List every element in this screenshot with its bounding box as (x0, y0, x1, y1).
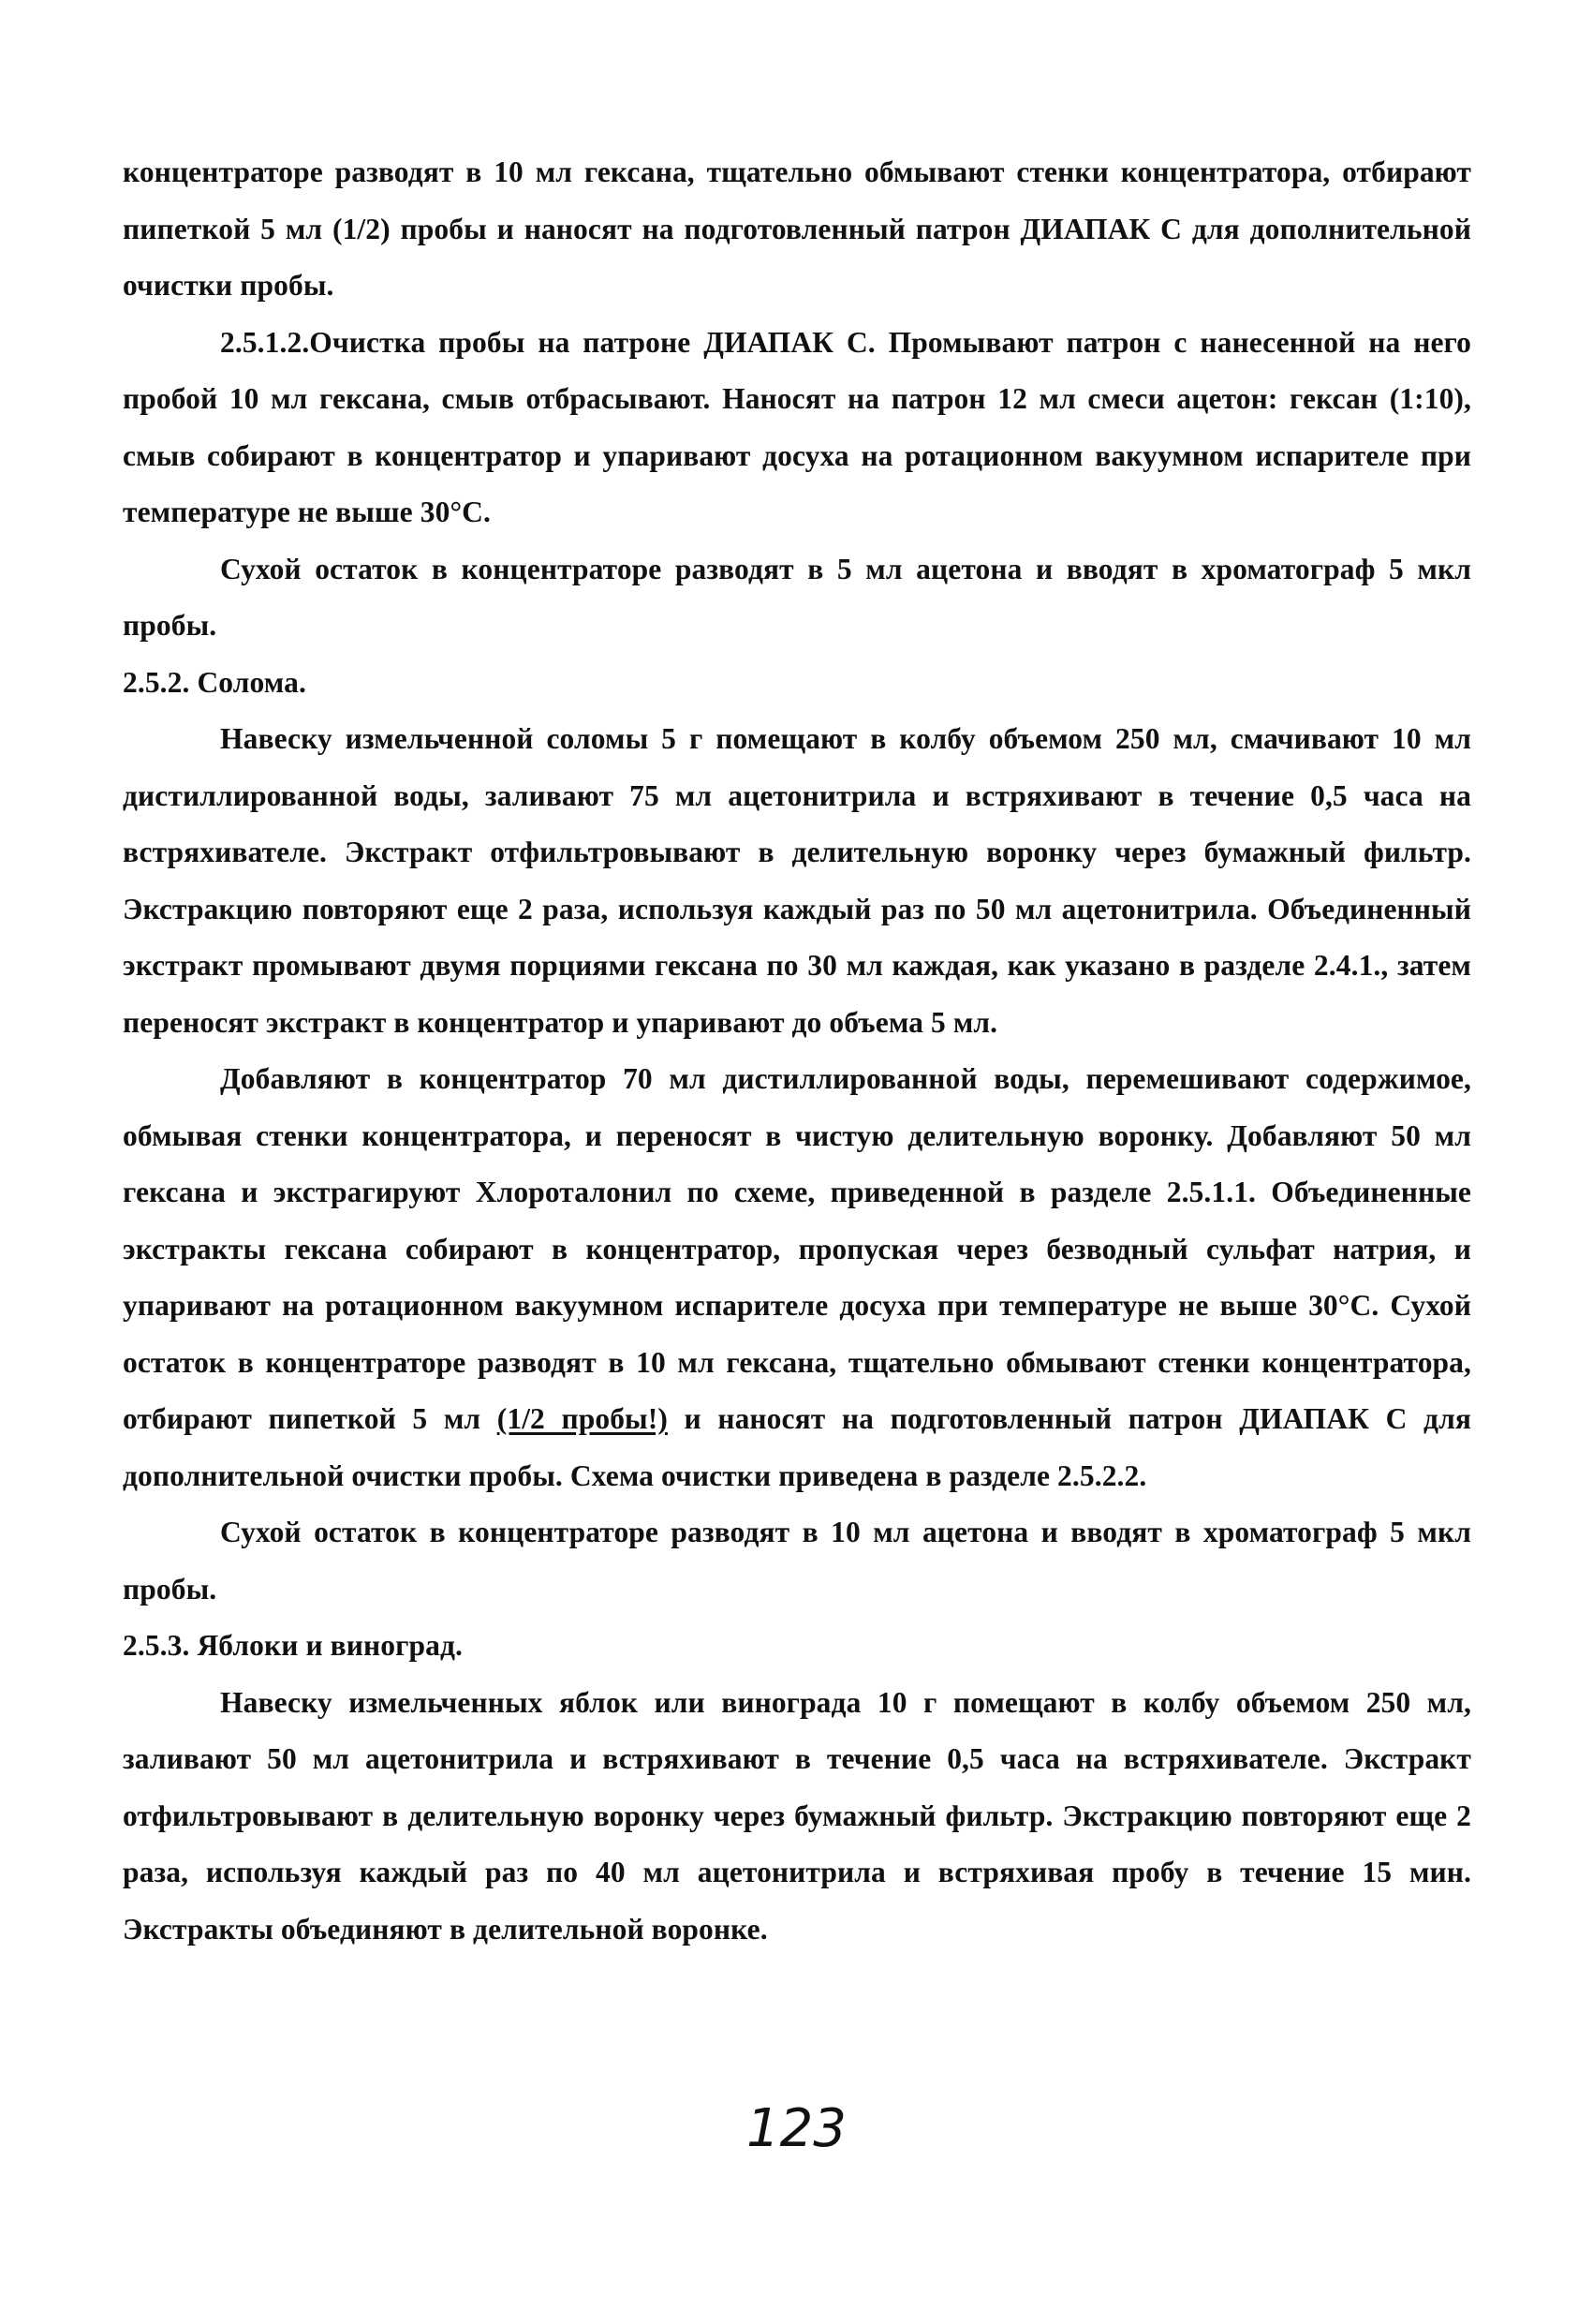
body-text (123, 144, 1471, 1958)
paragraph-dry-residue-chromatograph: Сухой остаток в концентраторе разводят в 10 мл ацетона и вводят в хроматограф 5 мкл пробы. (123, 1516, 1471, 1606)
section-heading-straw: 2.5.2. Солома. (123, 665, 306, 699)
paragraph-2-5-1-2: 2.5.1.2.Очистка пробы на патроне ДИАПАК С. Промывают патрон с нанесенной на него пробой 10 мл гексана, смыв отбрасывают. Наносят на патрон 12 мл смеси ацетон: гексан (1:10), смыв собирают в концентратор и упаривают досуха на ротационном вакуумном испарителе при температуре не выше 30°С. (123, 325, 1471, 528)
page-number: 123 (746, 2098, 847, 2159)
paragraph-apples-extraction: Навеску измельченных яблок или винограда 10 г помещают в колбу объемом 250 мл, заливают 50 мл ацетонитрила и встряхивают в течение 0,5 часа на встряхивателе. Экстракт отфильтровывают в делительную воронку через бумажный фильтр. Экстракцию повторяют еще 2 раза, используя каждый раз по 40 мл ацетонитрила и встряхивая пробу в течение 15 мин. Экстракты объединяют в делительной воронке. (123, 1685, 1471, 1946)
paragraph-dry-residue-acetone: Сухой остаток в концентраторе разводят в 5 мл ацетона и вводят в хроматограф 5 мкл пробы. (123, 552, 1471, 642)
paragraph-continuation: концентраторе разводят в 10 мл гексана, тщательно обмывают стенки концентратора, отбирают пипеткой 5 мл (1/2) пробы и наносят на подготовленный патрон ДИАПАК С для дополнительной очистки пробы. (123, 155, 1471, 302)
paragraph-text-after: и наносят на подготовленный патрон ДИАПАК С для дополнительной очистки пробы. Схема очистки приведена в разделе 2.5.2.2. (123, 1402, 1471, 1492)
paragraph-text-before: Добавляют в концентратор 70 мл дистиллированной воды, перемешивают содержимое, обмывая стенки концентратора, и переносят в чистую делительную воронку. Добавляют 50 мл гексана и экстрагируют Хлороталонил по схеме, приведенной в разделе 2.5.1.1. Объединенные экстракты гексана собирают в концентратор, пропуская через безводный сульфат натрия, и упаривают на ротационном вакуумном испарителе досуха при температуре не выше 30°С. Сухой остаток в концентраторе разводят в 10 мл гексана, тщательно обмывают стенки концентратора, отбирают пипеткой 5 мл (123, 1062, 1471, 1435)
section-heading-apples-grapes: 2.5.3. Яблоки и виноград. (123, 1629, 464, 1662)
paragraph-concentrator-water (123, 1051, 1471, 1504)
underlined-note: (1/2 пробы!) (496, 1402, 668, 1435)
paragraph-straw-extraction: Навеску измельченной соломы 5 г помещают в колбу объемом 250 мл, смачивают 10 мл дистиллированной воды, заливают 75 мл ацетонитрила и встряхивают в течение 0,5 часа на встряхивателе. Экстракт отфильтровывают в делительную воронку через бумажный фильтр. Экстракцию повторяют еще 2 раза, используя каждый раз по 50 мл ацетонитрила. Объединенный экстракт промывают двумя порциями гексана по 30 мл каждая, как указано в разделе 2.4.1., затем переносят экстракт в концентратор и упаривают до объема 5 мл. (123, 722, 1471, 1039)
